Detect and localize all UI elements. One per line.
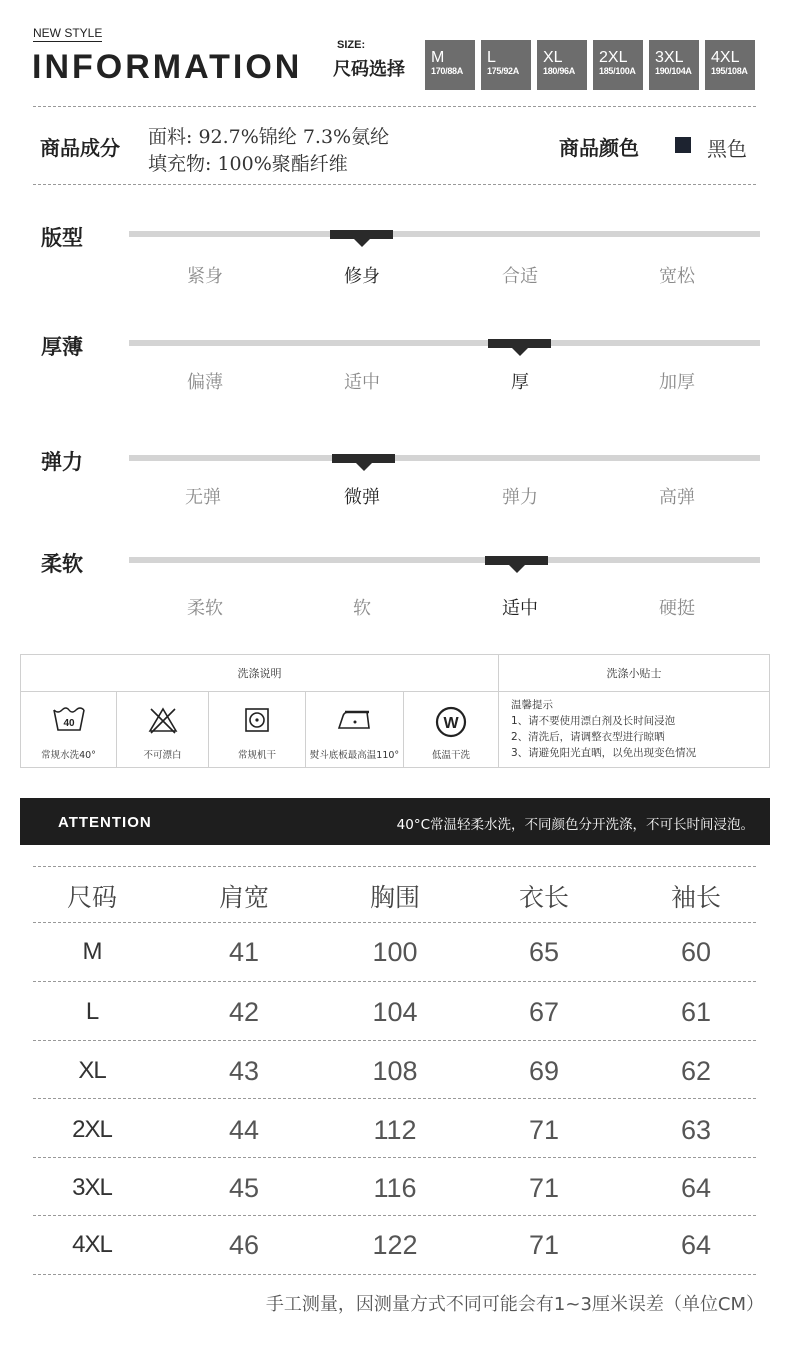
no-bleach-cell	[117, 692, 208, 768]
scale-label: 柔软	[41, 552, 83, 576]
table-cell: 41	[228, 937, 260, 967]
size-option-l[interactable]	[481, 40, 531, 90]
scale-option: 偏薄	[187, 372, 223, 393]
wash-40-cell	[21, 692, 116, 768]
table-cell: 61	[680, 997, 712, 1027]
table-cell: 108	[372, 1056, 418, 1086]
scale-track	[129, 557, 760, 563]
scale-marker	[485, 556, 548, 565]
wash-40-icon	[52, 706, 86, 732]
table-cell: 42	[228, 997, 260, 1027]
wash-icon-label: 熨斗底板最高温110°	[309, 750, 400, 761]
scale-option: 无弹	[185, 487, 221, 508]
attention-title: ATTENTION	[58, 814, 152, 831]
color-swatch	[675, 137, 691, 153]
table-cell: 122	[372, 1230, 418, 1260]
table-cell: 63	[680, 1115, 712, 1145]
color-label: 商品颜色	[559, 136, 639, 160]
tip-item: 3、请避免阳光直晒，以免出现变色情况	[511, 747, 697, 759]
table-cell: 71	[528, 1173, 560, 1203]
iron-cell	[306, 692, 403, 768]
table-cell-size: 2XL	[72, 1116, 112, 1143]
scale-option: 宽松	[659, 266, 695, 287]
divider	[33, 1098, 756, 1099]
size-option-m[interactable]	[425, 40, 475, 90]
size-label-zh: 尺码选择	[333, 59, 405, 80]
divider	[498, 655, 499, 767]
scale-option: 适中	[344, 372, 380, 393]
page-title: INFORMATION	[32, 48, 303, 86]
fabric-line: 面料: 92.7%锦纶 7.3%氨纶	[148, 126, 390, 148]
scale-track	[129, 340, 760, 346]
tip-item: 2、清洗后，请调整衣型进行晾晒	[511, 731, 665, 743]
scale-option-selected: 修身	[344, 266, 380, 287]
table-cell: 112	[373, 1115, 417, 1145]
scale-option-selected: 适中	[502, 598, 538, 619]
composition-label: 商品成分	[40, 136, 120, 160]
table-cell: 71	[528, 1115, 560, 1145]
scale-label: 弹力	[41, 450, 83, 474]
scale-option: 弹力	[502, 487, 538, 508]
divider	[33, 981, 756, 982]
scale-option: 硬挺	[659, 598, 695, 619]
size-name: 3XL	[655, 49, 684, 66]
table-cell: 71	[528, 1230, 560, 1260]
size-name: L	[487, 49, 496, 66]
table-cell: 62	[680, 1056, 712, 1086]
wash-icon-label: 低温干洗	[431, 750, 470, 761]
size-option-3xl[interactable]	[649, 40, 699, 90]
size-label-en: SIZE:	[337, 39, 366, 51]
filling-line: 填充物: 100%聚酯纤维	[148, 153, 348, 175]
size-dimension: 190/104A	[655, 66, 692, 76]
table-cell: 100	[372, 937, 418, 967]
divider	[33, 1040, 756, 1041]
divider	[33, 922, 756, 923]
wash-tips	[511, 697, 696, 761]
size-option-xl[interactable]	[537, 40, 587, 90]
table-header-cell: 袖长	[670, 883, 721, 912]
scale-marker	[330, 230, 393, 239]
table-cell: 46	[228, 1230, 260, 1260]
dry-clean-icon	[435, 706, 467, 738]
size-option-4xl[interactable]	[705, 40, 755, 90]
table-cell: 60	[680, 937, 712, 967]
wash-table	[20, 654, 770, 768]
scale-option-selected: 厚	[511, 372, 529, 393]
size-dimension: 170/88A	[431, 66, 463, 76]
table-cell: 104	[372, 997, 418, 1027]
table-cell: 116	[373, 1173, 417, 1203]
wash-temp-badge: 40	[62, 718, 75, 729]
size-dimension: 180/96A	[543, 66, 575, 76]
scale-option: 紧身	[187, 266, 223, 287]
scale-option: 柔软	[187, 598, 223, 619]
attention-bar	[20, 798, 770, 845]
tumble-dry-icon	[243, 706, 271, 734]
table-cell: 43	[228, 1056, 260, 1086]
new-style-tag: NEW STYLE	[33, 26, 103, 40]
divider	[33, 1215, 756, 1216]
table-cell: 65	[528, 937, 560, 967]
wash-tips-title: 洗涤小贴士	[499, 655, 769, 692]
wash-instructions-title: 洗涤说明	[21, 655, 498, 692]
table-cell: 64	[680, 1173, 712, 1203]
iron-icon	[335, 706, 375, 732]
measurement-footnote: 手工测量，因测量方式不同可能会有1~3厘米误差（单位CM）	[265, 1294, 764, 1315]
scale-option: 软	[353, 598, 371, 619]
dry-clean-cell	[404, 692, 498, 768]
table-cell-size: M	[82, 938, 102, 965]
divider	[33, 184, 756, 185]
table-header-cell: 衣长	[518, 883, 569, 912]
no-bleach-icon	[148, 706, 178, 734]
table-cell: 64	[680, 1230, 712, 1260]
scale-option-selected: 微弹	[344, 487, 380, 508]
table-cell: 67	[528, 997, 560, 1027]
table-cell: 44	[228, 1115, 260, 1145]
divider	[33, 1157, 756, 1158]
table-header-cell: 尺码	[66, 883, 117, 912]
dry-clean-badge: W	[443, 715, 459, 732]
table-cell: 69	[528, 1056, 560, 1086]
scale-track	[129, 455, 760, 461]
color-value: 黑色	[707, 137, 747, 161]
attention-text: 40°C常温轻柔水洗，不同颜色分开洗涤，不可长时间浸泡。	[396, 817, 754, 833]
table-cell-size: 3XL	[72, 1174, 112, 1201]
size-dimension: 185/100A	[599, 66, 636, 76]
divider	[33, 866, 756, 867]
wash-icon-label: 常规机干	[237, 750, 276, 761]
scale-option: 加厚	[659, 372, 695, 393]
size-option-2xl[interactable]	[593, 40, 643, 90]
table-cell-size: XL	[78, 1057, 106, 1084]
size-name: 2XL	[599, 49, 628, 66]
scale-label: 厚薄	[41, 335, 83, 359]
table-cell: 45	[228, 1173, 260, 1203]
size-dimension: 175/92A	[487, 66, 519, 76]
size-dimension: 195/108A	[711, 66, 748, 76]
wash-icon-label: 常规水洗40°	[41, 750, 96, 761]
wash-icon-label: 不可漂白	[143, 750, 182, 761]
scale-marker	[332, 454, 395, 463]
table-header-cell: 胸围	[369, 883, 420, 912]
tumble-dry-cell	[209, 692, 305, 768]
scale-option: 高弹	[659, 487, 695, 508]
size-name: XL	[543, 49, 563, 66]
scale-option: 合适	[502, 266, 538, 287]
divider	[33, 106, 756, 107]
tip-item: 1、请不要使用漂白剂及长时间浸泡	[511, 715, 676, 727]
size-name: 4XL	[711, 49, 740, 66]
table-cell-size: 4XL	[72, 1231, 112, 1258]
table-cell-size: L	[85, 998, 99, 1025]
scale-marker	[488, 339, 551, 348]
scale-track	[129, 231, 760, 237]
size-name: M	[431, 49, 445, 66]
divider	[33, 1274, 756, 1275]
tips-heading: 温馨提示	[511, 699, 553, 711]
table-header-cell: 肩宽	[218, 883, 269, 912]
scale-label: 版型	[41, 226, 83, 250]
